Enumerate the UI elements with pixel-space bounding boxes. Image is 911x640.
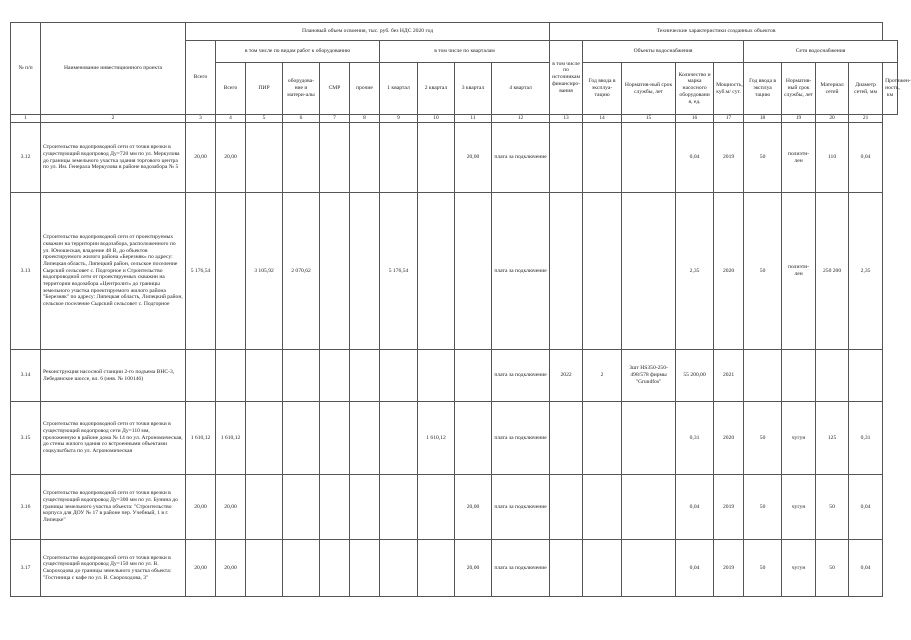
cell-pir: 20,00 [216,123,246,193]
row-number: 3.16 [11,475,41,540]
cell-pir: 1 610,12 [216,402,246,475]
cell-q1 [350,350,380,402]
header-sub-q4: 4 квартал [492,63,550,115]
cell-source: плата за подключение [492,402,550,475]
cell-q1 [350,123,380,193]
header-project-name: Наименование инвестиционного проекта [41,23,186,115]
cell-q3 [418,350,455,402]
header-total: Всего [186,41,216,115]
cell-net-year: 2019 [714,540,744,597]
cell-q2: 5 176,54 [380,193,418,350]
cell-q2 [380,402,418,475]
cell-obj-pump [622,402,676,475]
cell-pir [216,193,246,350]
column-number: 1 [11,115,41,123]
table-row [11,475,898,540]
column-number-row [11,115,898,123]
column-number: 18 [744,115,782,123]
cell-source: плата за подключение [492,123,550,193]
header-water-networks: Сети водоснабжения [744,41,898,63]
cell-source: плата за подключение [492,193,550,350]
cell-net-material: полиэти-лен [782,193,816,350]
cell-q4 [455,193,492,350]
cell-pir: 20,00 [216,540,246,597]
table-header [11,23,911,123]
cell-total: 20,00 [186,475,216,540]
cell-net-service: 50 [744,475,782,540]
cell-obj-power: 0,04 [676,123,714,193]
cell-net-material: чугун [782,540,816,597]
cell-total: 5 176,54 [186,193,216,350]
cell-net-length: 0,04 [849,540,883,597]
cell-q4 [455,402,492,475]
cell-equipment [246,540,283,597]
cell-obj-year [550,123,583,193]
cell-net-material: чугун [782,402,816,475]
cell-net-length: 0,31 [849,402,883,475]
cell-total: 20,00 [186,123,216,193]
header-sub-q2: 2 квартал [418,63,455,115]
cell-net-diameter: 50 [816,540,849,597]
header-sub-net-material: Материал сетей [816,63,849,115]
header-sub-obj-service: Норматив-ный срок службы, лет [622,63,676,115]
cell-net-diameter: 125 [816,402,849,475]
table-row [11,540,898,597]
header-tech-characteristics: Технические характеристики созданных объектов [550,23,883,41]
header-sub-q1: 1 квартал [380,63,418,115]
header-sub-other: прочие [350,63,380,115]
cell-net-diameter [816,350,849,402]
cell-q3 [418,193,455,350]
header-sub-net-service: Норматив-ный срок службы, лет [782,63,816,115]
header-sub-obj-year: Год ввода в эксплуа-тацию [583,63,622,115]
header-sub-net-year: Год ввода в эксплуа тацию [744,63,782,115]
table-row [11,350,898,402]
cell-equipment [246,402,283,475]
cell-smr [283,475,320,540]
cell-net-year: 2020 [714,193,744,350]
cell-net-length: 0,04 [849,475,883,540]
column-number: 10 [418,115,455,123]
cell-obj-pump [622,540,676,597]
table-body [11,123,898,597]
cell-other [320,475,350,540]
header-sub-total: Всего [216,63,246,115]
header-sub-obj-pump: Количество и марка насосного оборудовани я, ед. [676,63,714,115]
row-number: 3.15 [11,402,41,475]
cell-smr [283,402,320,475]
cell-obj-year: 2022 [550,350,583,402]
cell-other [320,193,350,350]
header-sub-net-diameter: Диаметр сетей, мм [849,63,883,115]
cell-source: плата за подключение [492,350,550,402]
header-water-objects: Объекты водоснабжения [583,41,744,63]
project-name: Строительство водопроводной сети от точки врезки в существующий водопровод Ду=300 мм по ул. Бунина до границы земельного участка объекта: "Строительство корпуса для ДОУ № 17 в районе пер. Учебный, 1 в г. Липецке" [41,475,186,540]
row-number: 3.13 [11,193,41,350]
column-number: 21 [849,115,883,123]
cell-smr: 2 070,62 [283,193,320,350]
cell-q2 [380,123,418,193]
cell-obj-year [550,540,583,597]
cell-net-year: 2020 [714,402,744,475]
cell-obj-pump: 3шт HS350-250-498/578 фирмы "Grundfos" [622,350,676,402]
column-number: 15 [622,115,676,123]
column-number: 13 [550,115,583,123]
cell-net-diameter: 50 [816,475,849,540]
cell-net-service: 50 [744,123,782,193]
cell-net-diameter: 250 200 [816,193,849,350]
cell-obj-year [550,402,583,475]
cell-obj-service: 2 [583,350,622,402]
row-number: 3.12 [11,123,41,193]
cell-q3: 1 610,12 [418,402,455,475]
column-number: 11 [455,115,492,123]
column-number: 12 [492,115,550,123]
column-number: 4 [216,115,246,123]
column-number: 17 [714,115,744,123]
cell-obj-service [583,123,622,193]
cell-obj-pump [622,475,676,540]
cell-total [186,350,216,402]
cell-net-diameter: 110 [816,123,849,193]
cell-equipment [246,123,283,193]
cell-q2 [380,540,418,597]
cell-net-year: 2021 [714,350,744,402]
column-number: 8 [350,115,380,123]
cell-obj-year [550,475,583,540]
cell-total: 20,00 [186,540,216,597]
cell-other [320,350,350,402]
document-page [10,22,911,597]
cell-obj-power: 0,04 [676,475,714,540]
cell-pir: 20,00 [216,475,246,540]
cell-net-length: 2,35 [849,193,883,350]
column-number: 16 [676,115,714,123]
cell-q3 [418,540,455,597]
column-number: 6 [283,115,320,123]
column-number: 7 [320,115,350,123]
header-number: № п/п [11,23,41,115]
cell-obj-power: 0,04 [676,540,714,597]
cell-smr [283,540,320,597]
header-sub-obj-power: Мощность, куб.м/ сут. [714,63,744,115]
column-number: 19 [782,115,816,123]
cell-net-service: 50 [744,402,782,475]
cell-total: 1 610,12 [186,402,216,475]
header-by-sources: в том числе по источникам финансиро-вания [550,41,583,115]
cell-equipment [246,350,283,402]
column-number: 20 [816,115,849,123]
cell-obj-power: 2,35 [676,193,714,350]
cell-q4: 20,00 [455,540,492,597]
cell-net-material [782,350,816,402]
project-name: Строительство водопроводной сети от точки врезки в существующий водопровод Ду=720 мм по ул. Меркулова до границы земельного участка здания торгового центра по ул. Им. Генерала Меркулова в районе водозабора № 5 [41,123,186,193]
header-plan-volume: Плановый объем освоения, тыс. руб. без НДС 2020 год [186,23,550,41]
cell-pir [216,350,246,402]
cell-net-year: 2019 [714,475,744,540]
investment-table [10,22,911,597]
cell-obj-power: 55 200,00 [676,350,714,402]
cell-smr [283,123,320,193]
cell-net-material: полиэти-лен [782,123,816,193]
project-name: Реконструкция насосной станции 2-го подъема ВНС-3, Лебедянское шоссе, вл. 6 (инв. № 100146) [41,350,186,402]
cell-net-material: чугун [782,475,816,540]
cell-obj-pump [622,193,676,350]
table-row [11,402,898,475]
cell-net-year: 2019 [714,123,744,193]
cell-q2 [380,350,418,402]
header-by-quarters: в том числе по кварталам [380,41,550,63]
header-sub-net-length: Протяжен-ность, км [883,63,898,115]
cell-smr [283,350,320,402]
row-number: 3.17 [11,540,41,597]
table-row [11,193,898,350]
header-sub-q3: 3 квартал [455,63,492,115]
header-sub-pir: ПИР [246,63,283,115]
cell-q1 [350,402,380,475]
cell-obj-service [583,402,622,475]
cell-source: плата за подключение [492,475,550,540]
cell-obj-service [583,475,622,540]
column-number: 9 [380,115,418,123]
cell-obj-service [583,540,622,597]
cell-obj-power: 0,31 [676,402,714,475]
cell-q2 [380,475,418,540]
column-number: 3 [186,115,216,123]
cell-q1 [350,475,380,540]
cell-obj-pump [622,123,676,193]
cell-q4: 20,00 [455,123,492,193]
cell-net-service [744,350,782,402]
cell-net-service: 50 [744,540,782,597]
cell-q4: 20,00 [455,475,492,540]
cell-source: плата за подключение [492,540,550,597]
cell-equipment [246,475,283,540]
cell-q3 [418,123,455,193]
cell-obj-year [550,193,583,350]
header-sub-smr: СМР [320,63,350,115]
cell-q4 [455,350,492,402]
cell-obj-service [583,193,622,350]
cell-other [320,402,350,475]
column-number: 5 [246,115,283,123]
cell-other [320,540,350,597]
cell-q3 [418,475,455,540]
cell-equipment: 3 105,92 [246,193,283,350]
header-sub-equipment: оборудова-ние и матери-алы [283,63,320,115]
column-number: 2 [41,115,186,123]
project-name: Строительство водопроводной сети от точки врезки в существующий водопровод Ду=150 мм по ул. В. Скороходова до границы земельного участка объекта: "Гостиница с кафе по ул. В. Скороходова, 3" [41,540,186,597]
row-number: 3.14 [11,350,41,402]
project-name: Строительство водопроводной сети от проектируемых скважин на территории водозабора, расположенного по ул. Юношеская, владение 48 В, до объектов проектируемого жилого района «Березняк» по адресу: Липецкая область, Липецкий район, сельское поселение Сырский сельсовет с. Подгорное и Строительство водопроводной сети от проектируемых скважин на территории водозабора «Центролит» до границы земельного участка проектируемого жилого района "Березняк" по адресу: Липецкая область, Липецкий район, сельское поселение Сырский сельсовет с. Подгорное [41,193,186,350]
cell-net-length [849,350,883,402]
cell-q1 [350,193,380,350]
cell-other [320,123,350,193]
cell-net-length: 0,04 [849,123,883,193]
project-name: Строительство водопроводной сети от точки врезки в существующий водопровод сети Ду=110 мм, проложенную в районе дома № 14 по ул. Агрономическая, до стены жилого здания со встроенными объектами соцкультбыта по ул. Агрономическая [41,402,186,475]
table-row [11,123,898,193]
cell-net-service: 50 [744,193,782,350]
column-number: 14 [583,115,622,123]
header-by-works: в том числе по видам работ к оборудованию [216,41,380,63]
cell-q1 [350,540,380,597]
